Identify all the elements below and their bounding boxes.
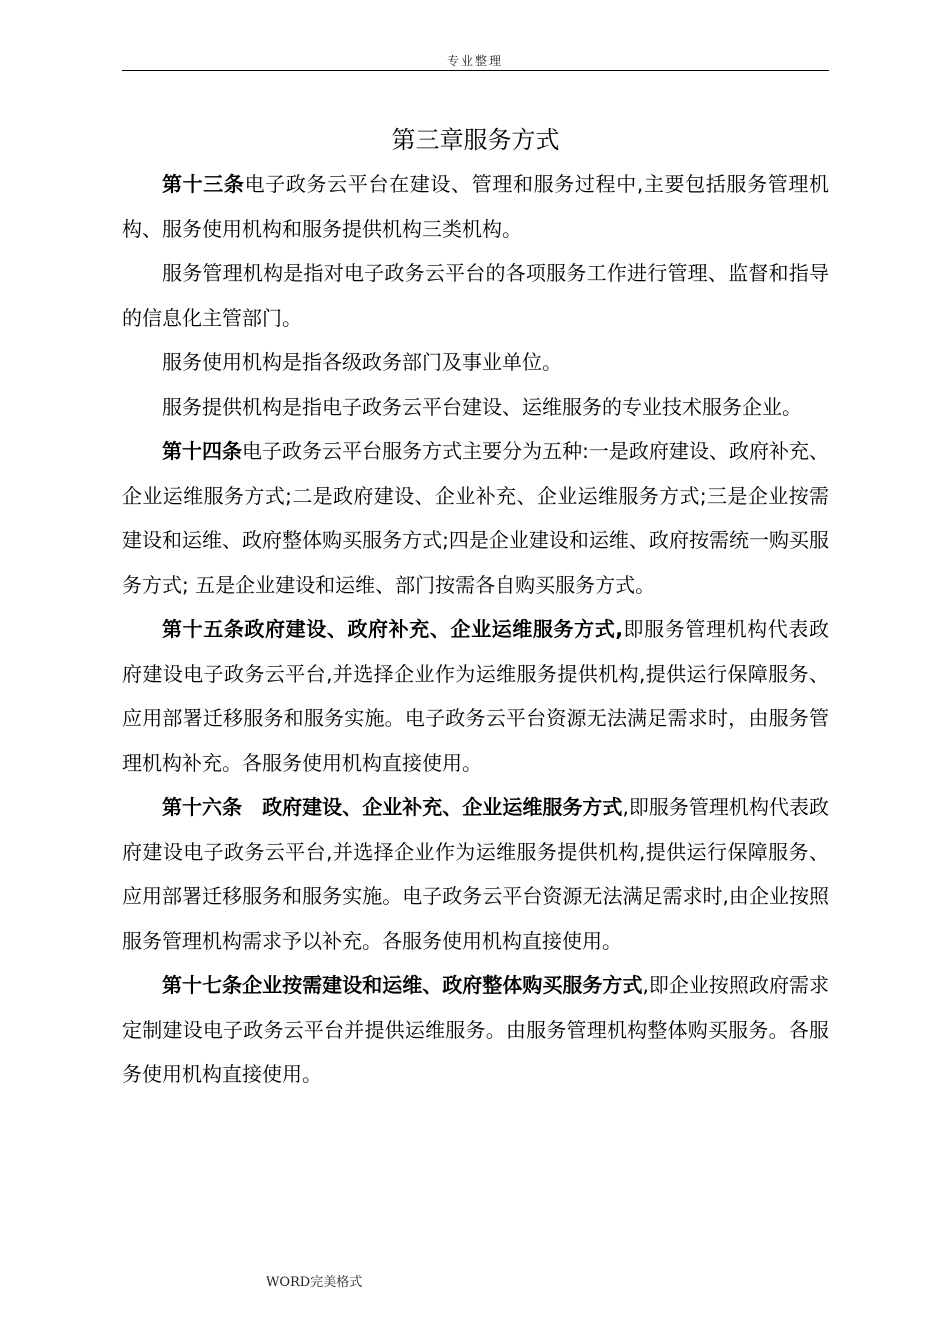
chapter-title: 第三章服务方式 <box>391 126 560 154</box>
article-heading: 第十六条 政府建设、企业补充、企业运维服务方式 <box>162 795 623 819</box>
paragraph-text: 即服务管理机构代表政府建设电子政务云平台,并选择企业作为运维服务提供机构,提供运行保障服务、应用部署迁移服务和服务实施。电子政务云平台资源无法满足需求时，由服务管理机构补充。各服务使用机构直接使用。 <box>122 617 829 775</box>
paragraph <box>122 340 829 385</box>
article-heading: 第十四条 <box>162 439 243 463</box>
paragraph-text: 电子政务云平台服务方式主要分为五种:一是政府建设、政府补充、企业运维服务方式;二是政府建设、企业补充、企业运维服务方式;三是企业按需建设和运维、政府整体购买服务方式;四是企业建设和运维、政府按需统一购买服务方式; 五是企业建设和运维、部门按需各自购买服务方式。 <box>122 439 829 597</box>
paragraph-text: 服务管理机构是指对电子政务云平台的各项服务工作进行管理、监督和指导的信息化主管部门。 <box>122 261 829 330</box>
paragraph-article-13 <box>122 162 829 251</box>
paragraph-article-14 <box>122 429 829 607</box>
page-footer: WORD完美格式 <box>266 1275 363 1290</box>
paragraph-article-17 <box>122 963 829 1097</box>
paragraph <box>122 251 829 340</box>
paragraph-text: ,即企业按照政府需求定制建设电子政务云平台并提供运维服务。由服务管理机构整体购买服务。各服务使用机构直接使用。 <box>122 973 830 1086</box>
paragraph-article-15 <box>122 607 829 785</box>
paragraph-text: 服务提供机构是指电子政务云平台建设、运维服务的专业技术服务企业。 <box>162 394 802 419</box>
article-heading: 第十三条 <box>162 172 245 196</box>
paragraph-article-16 <box>122 785 829 963</box>
paragraph <box>122 385 829 430</box>
page-header: 专业整理 <box>446 54 503 68</box>
paragraph-text: ,即服务管理机构代表政府建设电子政务云平台,并选择企业作为运维服务提供机构,提供运行保障服务、应用部署迁移服务和服务实施。电子政务云平台资源无法满足需求时,由企业按照服务管理机构需求予以补充。各服务使用机构直接使用。 <box>122 795 830 953</box>
article-heading: 第十五条政府建设、政府补充、企业运维服务方式, <box>162 617 623 641</box>
paragraph-text: 服务使用机构是指各级政务部门及事业单位。 <box>162 350 562 374</box>
paragraph-text: 电子政务云平台在建设、管理和服务过程中,主要包括服务管理机构、服务使用机构和服务提供机构三类机构。 <box>122 172 830 241</box>
document-body <box>122 118 829 1097</box>
article-heading: 第十七条企业按需建设和运维、政府整体购买服务方式 <box>162 973 643 997</box>
header-divider <box>122 70 829 71</box>
